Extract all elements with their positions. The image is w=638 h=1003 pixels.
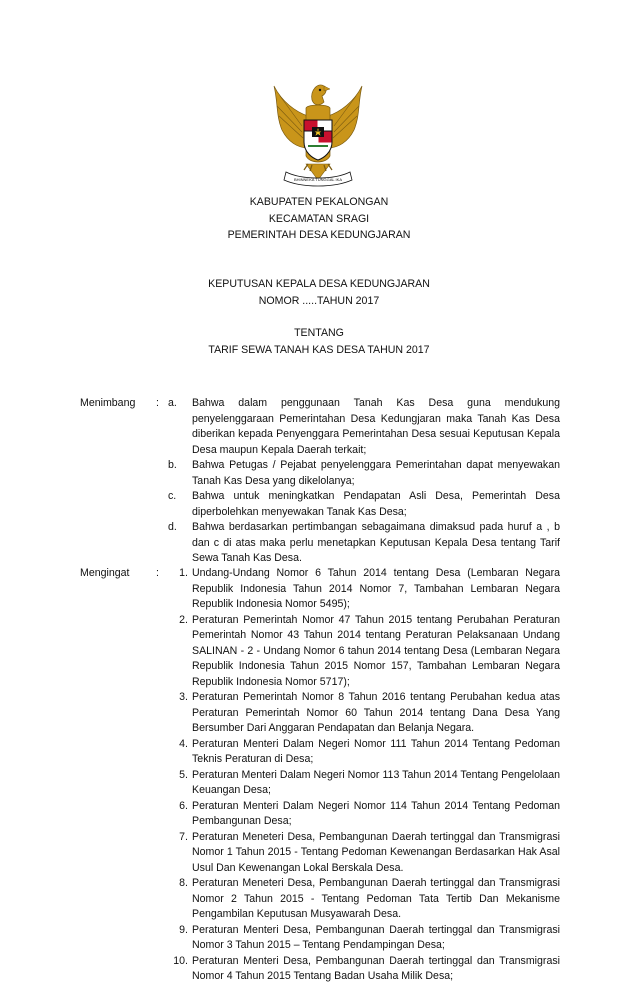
list-item: [168, 690, 560, 737]
item-text: Peraturan Menteri Dalam Negeri Nomor 111 Tahun 2014 Tentang Pedoman Teknis Peraturan di Desa;: [192, 737, 560, 765]
item-marker: 2.: [179, 613, 188, 626]
list-item: [168, 799, 560, 830]
item-marker: 6.: [179, 799, 188, 812]
item-text: Bahwa untuk meningkatkan Pendapatan Asli Desa, Pemerintah Desa diperbolehkan menyewakan Tanak Kas Desa;: [192, 490, 560, 518]
item-marker: 4.: [179, 737, 188, 750]
header-village-government: PEMERINTAH DESA KEDUNGJARAN: [227, 229, 411, 241]
item-marker: c.: [168, 490, 177, 502]
mengingat-colon: :: [156, 567, 159, 579]
item-text: Peraturan Pemerintah Nomor 8 Tahun 2016 tentang Perubahan kedua atas Peraturan Pemerintah Nomor 60 Tahun 2014 tentang Dana Desa Yang Bersumber Dari Anggaran Pendapatan dan Belanja Negara.: [192, 691, 560, 734]
item-marker: 9.: [179, 923, 188, 936]
decree-number: NOMOR .....TAHUN 2017: [258, 294, 380, 307]
header-block: [0, 194, 638, 244]
list-item: [168, 613, 560, 691]
decree-block: [0, 276, 638, 309]
list-item: [168, 737, 560, 768]
item-text: Bahwa dalam penggunaan Tanah Kas Desa guna mendukung penyelenggaraan Pemerintahan Desa Kedungjaran maka Tanah Kas Desa diberikan kepada Penyenggara Pemerintahan Desa sesuai Keputusan Kepala Desa maupun Kepala Daerah terkait;: [192, 397, 560, 456]
item-text: Peraturan Menteri Dalam Negeri Nomor 114 Tahun 2014 Tentang Pedoman Pembangunan Desa;: [192, 799, 560, 827]
item-text: Peraturan Pemerintah Nomor 47 Tahun 2015 tentang Perubahan Peraturan Pemerintah Nomor 43 Tahun 2014 tentang Peraturan Pelaksanaan Undang SALINAN - 2 - Undang Nomor 6 tahun 2014 tentang Desa (Lembaran Negara Republik Indonesia Tahun 2015 Nomor 157, Tambahan Lembaran Negara Republik Indonesia Nomor 5717);: [192, 613, 560, 688]
subject-title: TARIF SEWA TANAH KAS DESA TAHUN 2017: [208, 343, 430, 356]
item-text: Peraturan Menteri Desa, Pembangunan Daerah tertinggal dan Transmigrasi Nomor 3 Tahun 2015 – Tentang Pendampingan Desa;: [192, 923, 560, 951]
item-marker: a.: [168, 397, 177, 409]
menimbang-label: Menimbang: [80, 397, 136, 409]
emblem-motto: BHINNEKA TUNGGAL IKA: [293, 177, 343, 182]
item-text: Bahwa berdasarkan pertimbangan sebagaimana dimaksud pada huruf a , b dan c di atas maka perlu menetapkan Keputusan Kepala Desa tentang Tarif Sewa Tanah Kas Desa.: [192, 521, 560, 564]
menimbang-list: [168, 396, 560, 567]
decree-title: KEPUTUSAN KEPALA DESA KEDUNGJARAN: [208, 278, 430, 290]
menimbang-colon: :: [156, 397, 159, 409]
item-marker: 3.: [179, 691, 188, 703]
item-marker: 1.: [179, 567, 188, 579]
item-marker: 7.: [179, 830, 188, 843]
list-item: [168, 520, 560, 567]
item-text: Peraturan Meneteri Desa, Pembangunan Daerah tertinggal dan Transmigrasi Nomor 2 Tahun 2015 - Tentang Pedoman Tata Tertib Dan Mekanisme Pengambilan Keputusan Musyawarah Desa.: [192, 877, 560, 920]
item-marker: d.: [168, 521, 177, 533]
header-district: KECAMATAN SRAGI: [268, 212, 370, 225]
item-marker: b.: [168, 459, 177, 471]
subject-block: [0, 325, 638, 358]
list-item: [168, 768, 560, 799]
item-text: Undang-Undang Nomor 6 Tahun 2014 tentang Desa (Lembaran Negara Republik Indonesia Tahun 2014 Nomor 7, Tambahan Lembaran Negara Republik Indonesia Nomor 5495);: [192, 567, 560, 610]
list-item: [168, 923, 560, 954]
mengingat-label: Mengingat: [80, 567, 130, 579]
header-regency: KABUPATEN PEKALONGAN: [249, 196, 389, 208]
subject-label: TENTANG: [294, 327, 344, 339]
item-marker: 8.: [179, 877, 188, 889]
list-item: [168, 489, 560, 520]
list-item: [168, 566, 560, 613]
list-item: [168, 830, 560, 877]
item-text: Peraturan Meneteri Desa, Pembangunan Daerah tertinggal dan Transmigrasi Nomor 1 Tahun 2015 - Tentang Pedoman Kewenangan Berdasarkan Hak Asal Usul Dan Kewenangan Lokal Berskala Desa.: [192, 830, 560, 874]
garuda-emblem-icon: [268, 72, 368, 190]
list-item: [168, 954, 560, 985]
item-text: Bahwa Petugas / Pejabat penyelenggara Pemerintahan dapat menyewakan Tanah Kas Desa yang dikelolanya;: [192, 459, 560, 487]
list-item: [168, 458, 560, 489]
item-marker: 5.: [179, 768, 188, 781]
item-text: Peraturan Menteri Dalam Negeri Nomor 113 Tahun 2014 Tentang Pengelolaan Keuangan Desa;: [192, 768, 560, 796]
item-text: Peraturan Menteri Desa, Pembangunan Daerah tertinggal dan Transmigrasi Nomor 4 Tahun 2015 Tentang Badan Usaha Milik Desa;: [192, 954, 560, 982]
list-item: [168, 396, 560, 458]
item-marker: 10.: [173, 954, 188, 967]
mengingat-list: [168, 566, 560, 985]
list-item: [168, 876, 560, 923]
